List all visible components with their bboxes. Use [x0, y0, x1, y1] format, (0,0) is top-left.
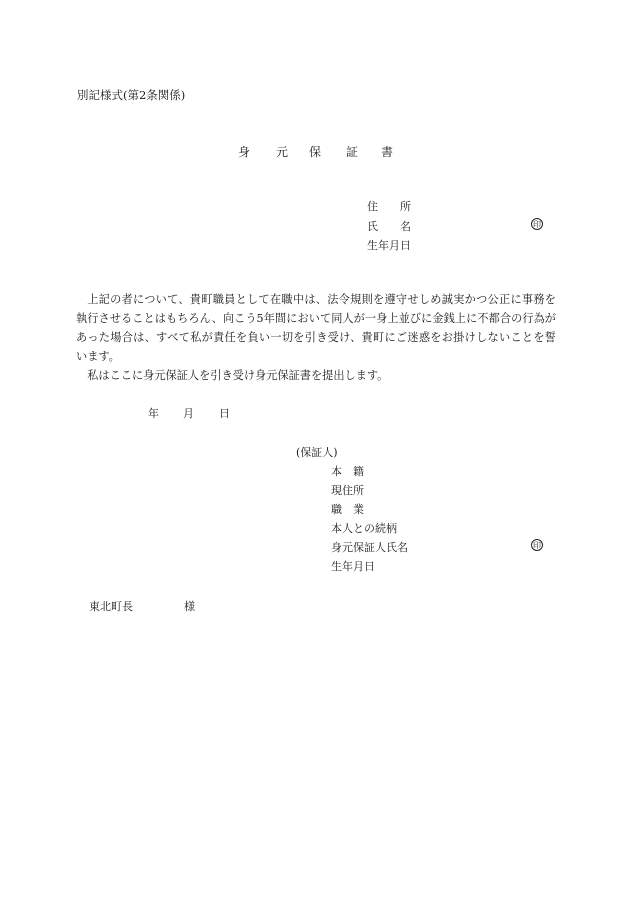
guarantor-name-label: 身元保証人氏名: [331, 541, 408, 554]
principal-birthdate-label: 生年月日: [367, 239, 411, 252]
title-char: 書: [381, 145, 394, 159]
guarantee-statement: [76, 290, 556, 385]
title-char: 保: [309, 145, 322, 159]
form-reference: 別記様式(第2条関係): [77, 88, 186, 102]
date-day: 日: [219, 407, 230, 420]
principal-address-label: 住 所: [367, 200, 411, 213]
title-char: 元: [276, 145, 289, 159]
principal-name-label: 氏 名: [367, 220, 411, 233]
addressee-name: 東北町長: [89, 600, 133, 613]
guarantor-domicile-label: 本 籍: [331, 465, 364, 478]
principal-seal: 印: [533, 220, 541, 229]
statement-paragraph-1: 上記の者について、貴町職員として在職中は、法令規則を遵守せしめ誠実かつ公正に事務を執行させることはもちろん、向こう5年間において同人が一身上並びに金銭上に不都合の行為があった場合は、すべて私が責任を負い一切を引き受け、貴町にご迷惑をお掛けしないことを誓います。: [76, 293, 556, 363]
guarantor-heading: (保証人): [296, 446, 338, 459]
guarantor-seal: 印: [533, 541, 541, 550]
date-year: 年: [148, 407, 159, 420]
addressee-honorific: 様: [184, 600, 195, 613]
title-char: 証: [346, 145, 359, 159]
date-month: 月: [183, 407, 194, 420]
guarantor-occupation-label: 職 業: [331, 503, 364, 516]
statement-paragraph-2: 私はここに身元保証人を引き受け身元保証書を提出します。: [87, 369, 389, 382]
title-char: 身: [238, 145, 251, 159]
guarantor-relationship-label: 本人との続柄: [331, 522, 397, 535]
guarantor-address-label: 現住所: [331, 484, 364, 497]
guarantor-birthdate-label: 生年月日: [331, 560, 375, 573]
